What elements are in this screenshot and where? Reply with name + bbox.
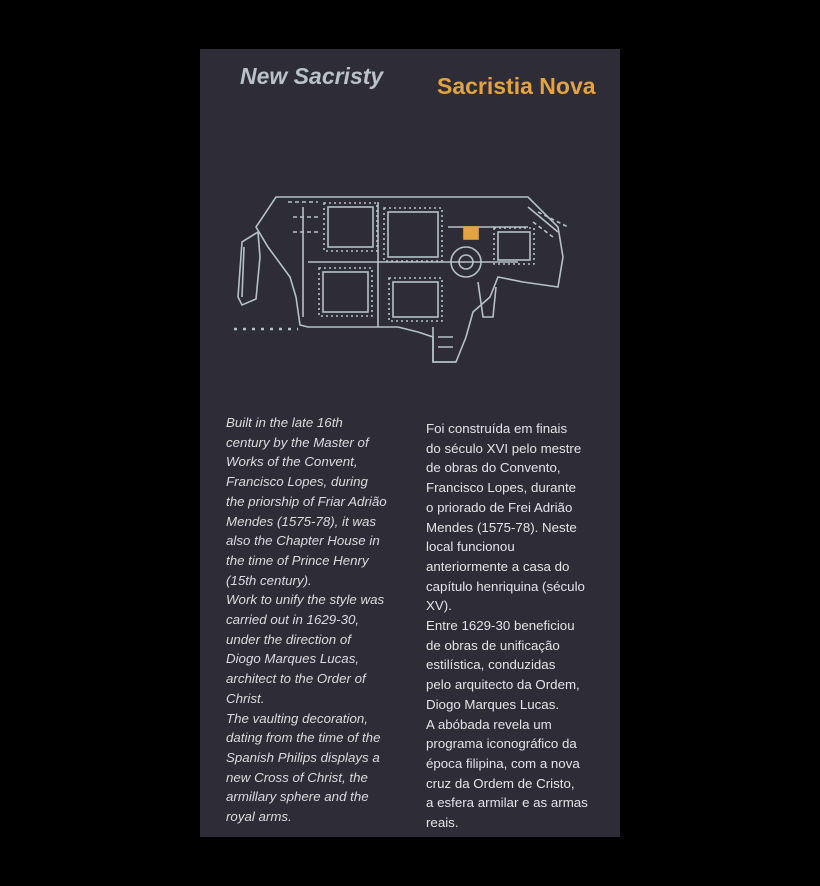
title-portuguese: Sacristia Nova [437, 73, 596, 99]
text-line-pt: XV). [426, 598, 452, 614]
text-line-en: century by the Master of [226, 434, 369, 450]
text-line-en: Built in the late 16th [226, 415, 343, 430]
title-english: New Sacristy [240, 63, 384, 89]
text-line-en: dating from the time of the [226, 730, 381, 746]
text-line-pt: anteriormente a casa do [426, 558, 570, 574]
text-line-pt: programa iconográfico da [426, 736, 577, 752]
text-line-en: Works of the Convent, [226, 454, 358, 470]
text-line-pt: Diogo Marques Lucas. [426, 696, 560, 712]
text-line-pt: Mendes (1575-78). Neste [426, 519, 577, 535]
floor-plan-icon [228, 187, 588, 367]
text-line-en: Work to unify the style was [226, 592, 385, 608]
english-text-column [226, 413, 387, 827]
text-line-pt: A abóbada revela um [426, 716, 552, 732]
text-line-pt: de obras de unificação [426, 637, 560, 653]
text-line-pt: cruz da Ordem de Cristo, [426, 775, 575, 791]
text-line-pt: época filipina, com a nova [426, 755, 580, 771]
text-line-pt: local funcionou [426, 539, 515, 555]
portuguese-text-column [426, 419, 588, 833]
text-line-pt: de obras do Convento, [426, 460, 561, 476]
text-line-en: the priorship of Friar Adrião [226, 493, 387, 509]
text-line-en: Christ. [226, 690, 265, 706]
text-line-en: under the direction of [226, 631, 351, 647]
text-line-en: Diogo Marques Lucas, [226, 651, 360, 667]
text-line-pt: Francisco Lopes, durante [426, 480, 577, 496]
text-line-pt: o priorado de Frei Adrião [426, 499, 573, 515]
text-line-en: the time of Prince Henry [226, 552, 369, 568]
text-line-pt: pelo arquitecto da Ordem, [426, 677, 580, 693]
text-line-en: royal arms. [226, 809, 292, 825]
text-line-pt: estilística, conduzidas [426, 657, 556, 673]
text-line-en: carried out in 1629-30, [226, 612, 360, 628]
text-line-en: Mendes (1575-78), it was [226, 513, 377, 529]
text-line-pt: reais. [426, 815, 459, 831]
text-line-en: armillary sphere and the [226, 789, 369, 805]
text-line-en: (15th century). [226, 572, 312, 588]
text-line-pt: Foi construída em finais [426, 421, 568, 436]
text-line-en: Francisco Lopes, during [226, 474, 368, 490]
text-line-en: also the Chapter House in [226, 533, 380, 549]
text-line-pt: do século XVI pelo mestre [426, 440, 582, 456]
text-line-pt: Entre 1629-30 beneficiou [426, 618, 575, 634]
text-line-en: The vaulting decoration, [226, 710, 368, 726]
text-line-en: architect to the Order of [226, 671, 366, 687]
text-line-pt: a esfera armilar e as armas [426, 795, 588, 811]
information-sign-panel [200, 49, 620, 837]
text-line-en: new Cross of Christ, the [226, 769, 368, 785]
text-line-pt: capítulo henriquina (século [426, 578, 585, 594]
text-line-en: Spanish Philips displays a [226, 749, 380, 765]
